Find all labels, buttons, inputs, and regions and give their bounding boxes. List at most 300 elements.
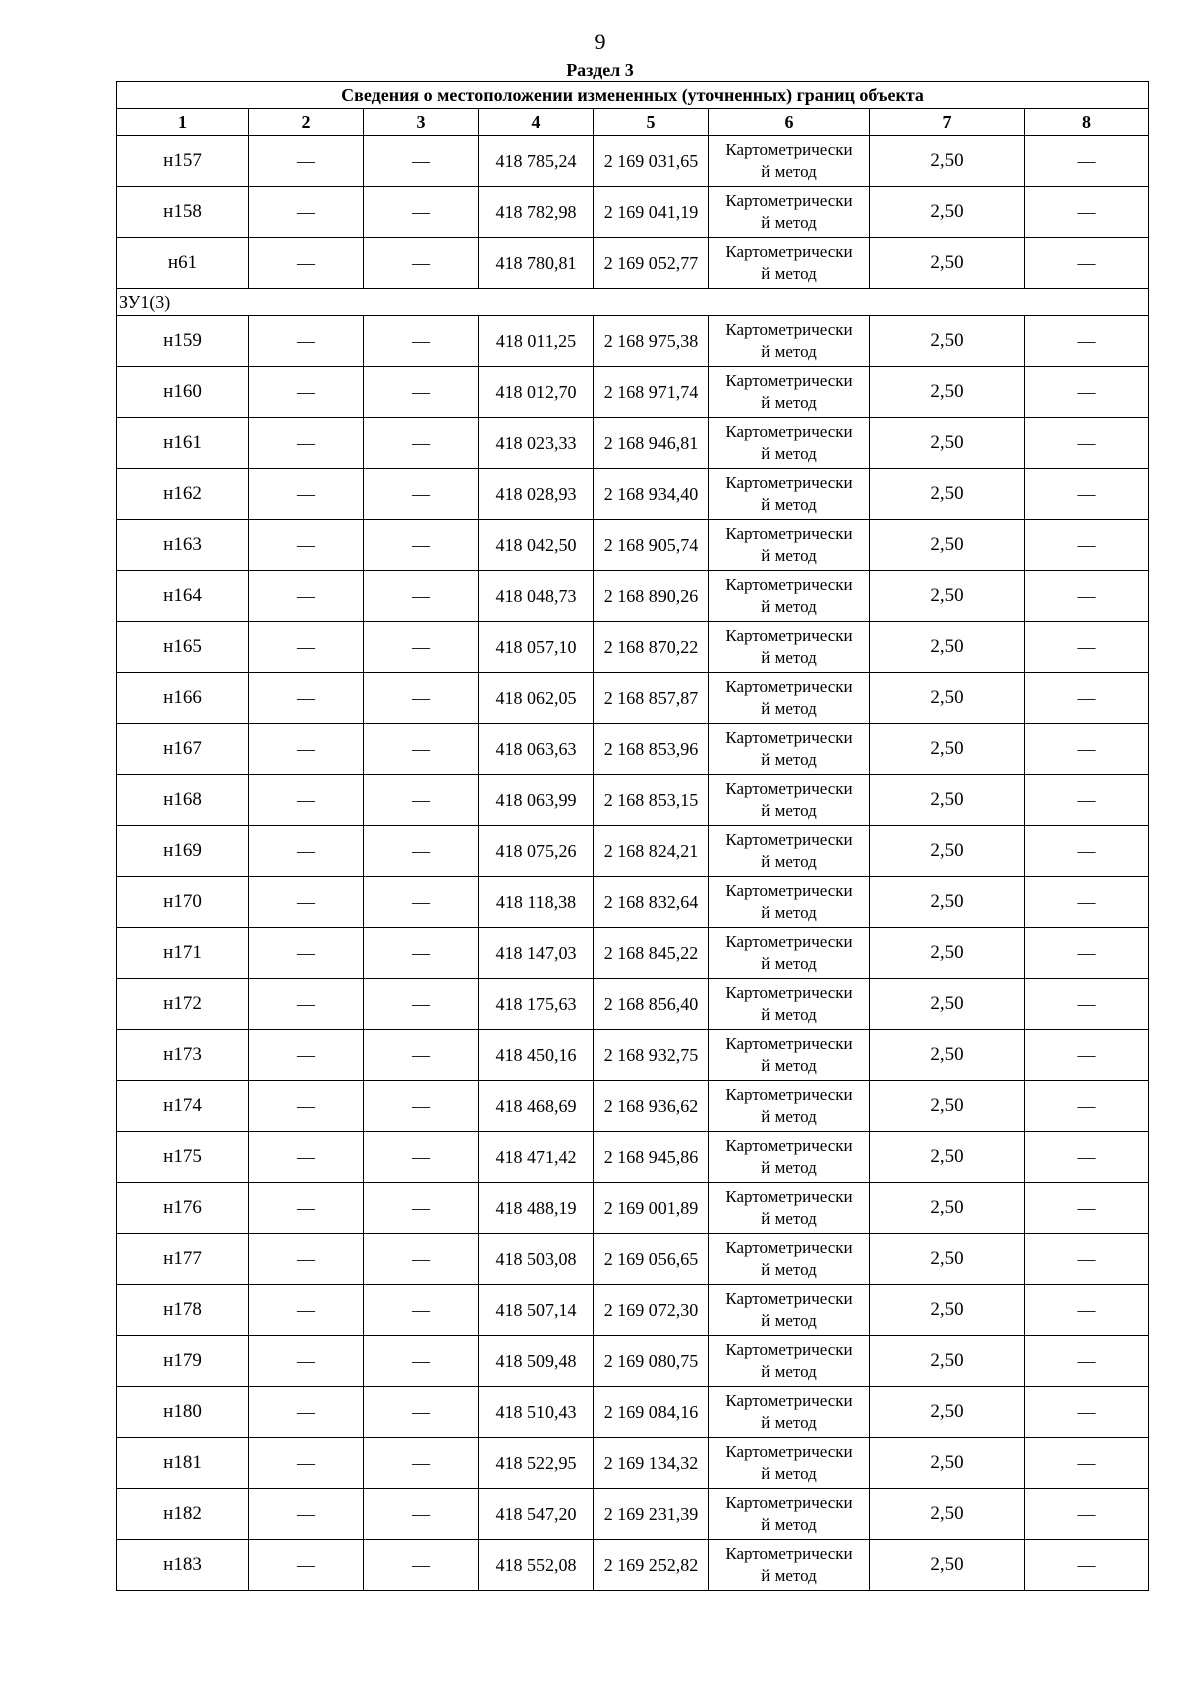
y-coordinate-cell: 2 169 252,82 bbox=[594, 1540, 709, 1591]
method-line-1: Картометрически bbox=[725, 677, 853, 696]
method-cell bbox=[709, 418, 870, 469]
method-line-2: й метод bbox=[761, 393, 817, 412]
accuracy-cell: 2,50 bbox=[870, 979, 1025, 1030]
method-cell bbox=[709, 238, 870, 289]
accuracy-cell: 2,50 bbox=[870, 673, 1025, 724]
method-line-1: Картометрически bbox=[725, 728, 853, 747]
column-8-cell: — bbox=[1025, 1081, 1149, 1132]
method-line-2: й метод bbox=[761, 1158, 817, 1177]
method-line-2: й метод bbox=[761, 699, 817, 718]
accuracy-cell: 2,50 bbox=[870, 1540, 1025, 1591]
method-line-1: Картометрически bbox=[725, 320, 853, 339]
table-row bbox=[117, 1183, 1149, 1234]
y-coordinate-cell: 2 168 832,64 bbox=[594, 877, 709, 928]
x-coordinate-cell: 418 522,95 bbox=[479, 1438, 594, 1489]
y-coordinate-cell: 2 168 856,40 bbox=[594, 979, 709, 1030]
column-8-cell: — bbox=[1025, 979, 1149, 1030]
y-coordinate-cell: 2 169 072,30 bbox=[594, 1285, 709, 1336]
column-number-row bbox=[117, 109, 1149, 136]
method-line-2: й метод bbox=[761, 162, 817, 181]
method-cell bbox=[709, 1081, 870, 1132]
column-2-cell: — bbox=[249, 367, 364, 418]
column-8-cell: — bbox=[1025, 622, 1149, 673]
method-line-2: й метод bbox=[761, 1464, 817, 1483]
column-3-cell: — bbox=[364, 1183, 479, 1234]
y-coordinate-cell: 2 168 824,21 bbox=[594, 826, 709, 877]
x-coordinate-cell: 418 782,98 bbox=[479, 187, 594, 238]
method-line-2: й метод bbox=[761, 1260, 817, 1279]
accuracy-cell: 2,50 bbox=[870, 238, 1025, 289]
column-3-cell: — bbox=[364, 724, 479, 775]
method-line-1: Картометрически bbox=[725, 932, 853, 951]
x-coordinate-cell: 418 023,33 bbox=[479, 418, 594, 469]
x-coordinate-cell: 418 057,10 bbox=[479, 622, 594, 673]
y-coordinate-cell: 2 168 853,15 bbox=[594, 775, 709, 826]
column-8-cell: — bbox=[1025, 418, 1149, 469]
method-line-2: й метод bbox=[761, 1311, 817, 1330]
column-2-cell: — bbox=[249, 520, 364, 571]
method-line-1: Картометрически bbox=[725, 830, 853, 849]
column-3-cell: — bbox=[364, 1438, 479, 1489]
column-2-cell: — bbox=[249, 826, 364, 877]
point-name-cell: н171 bbox=[117, 928, 249, 979]
method-line-1: Картометрически bbox=[725, 779, 853, 798]
y-coordinate-cell: 2 168 870,22 bbox=[594, 622, 709, 673]
column-number: 6 bbox=[709, 109, 870, 136]
method-line-1: Картометрически bbox=[725, 1544, 853, 1563]
method-line-1: Картометрически bbox=[725, 191, 853, 210]
column-2-cell: — bbox=[249, 1234, 364, 1285]
table-row bbox=[117, 316, 1149, 367]
method-line-1: Картометрически bbox=[725, 575, 853, 594]
point-name-cell: н175 bbox=[117, 1132, 249, 1183]
method-cell bbox=[709, 1336, 870, 1387]
x-coordinate-cell: 418 118,38 bbox=[479, 877, 594, 928]
column-8-cell: — bbox=[1025, 1489, 1149, 1540]
method-line-1: Картометрически bbox=[725, 1238, 853, 1257]
column-8-cell: — bbox=[1025, 367, 1149, 418]
method-line-2: й метод bbox=[761, 342, 817, 361]
method-line-1: Картометрически bbox=[725, 1340, 853, 1359]
column-8-cell: — bbox=[1025, 1183, 1149, 1234]
x-coordinate-cell: 418 488,19 bbox=[479, 1183, 594, 1234]
x-coordinate-cell: 418 028,93 bbox=[479, 469, 594, 520]
column-3-cell: — bbox=[364, 826, 479, 877]
x-coordinate-cell: 418 048,73 bbox=[479, 571, 594, 622]
column-8-cell: — bbox=[1025, 1540, 1149, 1591]
y-coordinate-cell: 2 168 890,26 bbox=[594, 571, 709, 622]
point-name-cell: н169 bbox=[117, 826, 249, 877]
column-3-cell: — bbox=[364, 418, 479, 469]
column-3-cell: — bbox=[364, 1081, 479, 1132]
method-line-2: й метод bbox=[761, 1107, 817, 1126]
column-number: 2 bbox=[249, 109, 364, 136]
method-cell bbox=[709, 826, 870, 877]
table-row bbox=[117, 1336, 1149, 1387]
table-row bbox=[117, 775, 1149, 826]
method-line-2: й метод bbox=[761, 1566, 817, 1585]
x-coordinate-cell: 418 042,50 bbox=[479, 520, 594, 571]
method-line-1: Картометрически bbox=[725, 1289, 853, 1308]
accuracy-cell: 2,50 bbox=[870, 571, 1025, 622]
method-cell bbox=[709, 1438, 870, 1489]
method-line-1: Картометрически bbox=[725, 242, 853, 261]
table-row bbox=[117, 1438, 1149, 1489]
table-row bbox=[117, 520, 1149, 571]
method-line-2: й метод bbox=[761, 1056, 817, 1075]
method-line-2: й метод bbox=[761, 264, 817, 283]
column-2-cell: — bbox=[249, 622, 364, 673]
column-2-cell: — bbox=[249, 187, 364, 238]
column-2-cell: — bbox=[249, 1336, 364, 1387]
accuracy-cell: 2,50 bbox=[870, 826, 1025, 877]
y-coordinate-cell: 2 168 975,38 bbox=[594, 316, 709, 367]
point-name-cell: н170 bbox=[117, 877, 249, 928]
x-coordinate-cell: 418 012,70 bbox=[479, 367, 594, 418]
column-2-cell: — bbox=[249, 571, 364, 622]
method-line-1: Картометрически bbox=[725, 473, 853, 492]
column-2-cell: — bbox=[249, 1489, 364, 1540]
column-number: 8 bbox=[1025, 109, 1149, 136]
method-cell bbox=[709, 877, 870, 928]
x-coordinate-cell: 418 450,16 bbox=[479, 1030, 594, 1081]
column-number: 5 bbox=[594, 109, 709, 136]
column-3-cell: — bbox=[364, 1336, 479, 1387]
column-number: 7 bbox=[870, 109, 1025, 136]
method-line-2: й метод bbox=[761, 1209, 817, 1228]
table-row bbox=[117, 1540, 1149, 1591]
column-3-cell: — bbox=[364, 1387, 479, 1438]
method-line-2: й метод bbox=[761, 648, 817, 667]
point-name-cell: н166 bbox=[117, 673, 249, 724]
method-line-2: й метод bbox=[761, 213, 817, 232]
column-number: 1 bbox=[117, 109, 249, 136]
column-8-cell: — bbox=[1025, 136, 1149, 187]
accuracy-cell: 2,50 bbox=[870, 1132, 1025, 1183]
method-line-2: й метод bbox=[761, 750, 817, 769]
point-name-cell: н168 bbox=[117, 775, 249, 826]
column-3-cell: — bbox=[364, 1234, 479, 1285]
method-line-1: Картометрически bbox=[725, 1187, 853, 1206]
method-line-1: Картометрически bbox=[725, 1493, 853, 1512]
column-3-cell: — bbox=[364, 1030, 479, 1081]
y-coordinate-cell: 2 168 934,40 bbox=[594, 469, 709, 520]
method-cell bbox=[709, 187, 870, 238]
table-row bbox=[117, 979, 1149, 1030]
point-name-cell: н172 bbox=[117, 979, 249, 1030]
table-row bbox=[117, 673, 1149, 724]
column-3-cell: — bbox=[364, 571, 479, 622]
x-coordinate-cell: 418 507,14 bbox=[479, 1285, 594, 1336]
method-line-1: Картометрически bbox=[725, 983, 853, 1002]
column-8-cell: — bbox=[1025, 187, 1149, 238]
x-coordinate-cell: 418 510,43 bbox=[479, 1387, 594, 1438]
table-caption: Сведения о местоположении измененных (уточненных) границ объекта bbox=[117, 82, 1149, 109]
accuracy-cell: 2,50 bbox=[870, 469, 1025, 520]
column-2-cell: — bbox=[249, 1285, 364, 1336]
column-2-cell: — bbox=[249, 469, 364, 520]
method-cell bbox=[709, 1183, 870, 1234]
accuracy-cell: 2,50 bbox=[870, 1285, 1025, 1336]
accuracy-cell: 2,50 bbox=[870, 724, 1025, 775]
column-2-cell: — bbox=[249, 1540, 364, 1591]
boundary-coordinates-table bbox=[116, 81, 1149, 1591]
table-row bbox=[117, 1081, 1149, 1132]
column-2-cell: — bbox=[249, 775, 364, 826]
y-coordinate-cell: 2 168 905,74 bbox=[594, 520, 709, 571]
point-name-cell: н157 bbox=[117, 136, 249, 187]
point-name-cell: н178 bbox=[117, 1285, 249, 1336]
y-coordinate-cell: 2 169 084,16 bbox=[594, 1387, 709, 1438]
point-name-cell: н176 bbox=[117, 1183, 249, 1234]
method-cell bbox=[709, 316, 870, 367]
y-coordinate-cell: 2 168 853,96 bbox=[594, 724, 709, 775]
table-row bbox=[117, 724, 1149, 775]
method-cell bbox=[709, 520, 870, 571]
section-title: Раздел 3 bbox=[566, 60, 634, 80]
y-coordinate-cell: 2 169 080,75 bbox=[594, 1336, 709, 1387]
column-3-cell: — bbox=[364, 238, 479, 289]
column-2-cell: — bbox=[249, 418, 364, 469]
method-line-2: й метод bbox=[761, 1413, 817, 1432]
method-cell bbox=[709, 367, 870, 418]
y-coordinate-cell: 2 169 041,19 bbox=[594, 187, 709, 238]
column-3-cell: — bbox=[364, 673, 479, 724]
x-coordinate-cell: 418 547,20 bbox=[479, 1489, 594, 1540]
x-coordinate-cell: 418 147,03 bbox=[479, 928, 594, 979]
table-row bbox=[117, 367, 1149, 418]
column-2-cell: — bbox=[249, 673, 364, 724]
point-name-cell: н165 bbox=[117, 622, 249, 673]
point-name-cell: н177 bbox=[117, 1234, 249, 1285]
column-8-cell: — bbox=[1025, 1234, 1149, 1285]
column-8-cell: — bbox=[1025, 1030, 1149, 1081]
method-line-1: Картометрически bbox=[725, 1391, 853, 1410]
column-8-cell: — bbox=[1025, 520, 1149, 571]
y-coordinate-cell: 2 169 001,89 bbox=[594, 1183, 709, 1234]
method-line-1: Картометрически bbox=[725, 371, 853, 390]
accuracy-cell: 2,50 bbox=[870, 1030, 1025, 1081]
x-coordinate-cell: 418 471,42 bbox=[479, 1132, 594, 1183]
method-line-1: Картометрически bbox=[725, 524, 853, 543]
method-line-2: й метод bbox=[761, 852, 817, 871]
column-3-cell: — bbox=[364, 775, 479, 826]
column-3-cell: — bbox=[364, 187, 479, 238]
column-number: 3 bbox=[364, 109, 479, 136]
column-2-cell: — bbox=[249, 877, 364, 928]
y-coordinate-cell: 2 169 031,65 bbox=[594, 136, 709, 187]
accuracy-cell: 2,50 bbox=[870, 187, 1025, 238]
x-coordinate-cell: 418 785,24 bbox=[479, 136, 594, 187]
column-2-cell: — bbox=[249, 928, 364, 979]
column-2-cell: — bbox=[249, 316, 364, 367]
method-cell bbox=[709, 1132, 870, 1183]
accuracy-cell: 2,50 bbox=[870, 877, 1025, 928]
method-line-1: Картометрически bbox=[725, 422, 853, 441]
y-coordinate-cell: 2 168 857,87 bbox=[594, 673, 709, 724]
x-coordinate-cell: 418 509,48 bbox=[479, 1336, 594, 1387]
point-name-cell: н179 bbox=[117, 1336, 249, 1387]
group-label: ЗУ1(3) bbox=[117, 289, 1149, 316]
y-coordinate-cell: 2 168 946,81 bbox=[594, 418, 709, 469]
y-coordinate-cell: 2 168 845,22 bbox=[594, 928, 709, 979]
point-name-cell: н160 bbox=[117, 367, 249, 418]
table-row bbox=[117, 238, 1149, 289]
point-name-cell: н181 bbox=[117, 1438, 249, 1489]
column-2-cell: — bbox=[249, 1183, 364, 1234]
x-coordinate-cell: 418 552,08 bbox=[479, 1540, 594, 1591]
column-2-cell: — bbox=[249, 136, 364, 187]
column-8-cell: — bbox=[1025, 877, 1149, 928]
accuracy-cell: 2,50 bbox=[870, 1336, 1025, 1387]
column-8-cell: — bbox=[1025, 673, 1149, 724]
point-name-cell: н180 bbox=[117, 1387, 249, 1438]
method-cell bbox=[709, 1489, 870, 1540]
column-3-cell: — bbox=[364, 1132, 479, 1183]
y-coordinate-cell: 2 168 932,75 bbox=[594, 1030, 709, 1081]
method-cell bbox=[709, 1285, 870, 1336]
accuracy-cell: 2,50 bbox=[870, 136, 1025, 187]
column-8-cell: — bbox=[1025, 724, 1149, 775]
column-8-cell: — bbox=[1025, 1336, 1149, 1387]
column-2-cell: — bbox=[249, 238, 364, 289]
column-3-cell: — bbox=[364, 316, 479, 367]
x-coordinate-cell: 418 062,05 bbox=[479, 673, 594, 724]
point-name-cell: н161 bbox=[117, 418, 249, 469]
point-name-cell: н164 bbox=[117, 571, 249, 622]
group-row bbox=[117, 289, 1149, 316]
table-row bbox=[117, 1489, 1149, 1540]
method-line-2: й метод bbox=[761, 444, 817, 463]
table-row bbox=[117, 469, 1149, 520]
table-row bbox=[117, 136, 1149, 187]
accuracy-cell: 2,50 bbox=[870, 775, 1025, 826]
method-line-2: й метод bbox=[761, 597, 817, 616]
point-name-cell: н167 bbox=[117, 724, 249, 775]
column-3-cell: — bbox=[364, 1540, 479, 1591]
column-3-cell: — bbox=[364, 469, 479, 520]
x-coordinate-cell: 418 468,69 bbox=[479, 1081, 594, 1132]
accuracy-cell: 2,50 bbox=[870, 1438, 1025, 1489]
column-8-cell: — bbox=[1025, 826, 1149, 877]
y-coordinate-cell: 2 168 971,74 bbox=[594, 367, 709, 418]
column-3-cell: — bbox=[364, 136, 479, 187]
method-cell bbox=[709, 724, 870, 775]
column-3-cell: — bbox=[364, 979, 479, 1030]
column-2-cell: — bbox=[249, 724, 364, 775]
point-name-cell: н159 bbox=[117, 316, 249, 367]
method-line-2: й метод bbox=[761, 1515, 817, 1534]
method-line-2: й метод bbox=[761, 1362, 817, 1381]
table-row bbox=[117, 571, 1149, 622]
point-name-cell: н162 bbox=[117, 469, 249, 520]
column-2-cell: — bbox=[249, 1132, 364, 1183]
column-3-cell: — bbox=[364, 1489, 479, 1540]
column-3-cell: — bbox=[364, 367, 479, 418]
column-3-cell: — bbox=[364, 1285, 479, 1336]
method-line-2: й метод bbox=[761, 495, 817, 514]
column-8-cell: — bbox=[1025, 775, 1149, 826]
column-3-cell: — bbox=[364, 877, 479, 928]
table-row bbox=[117, 1285, 1149, 1336]
y-coordinate-cell: 2 169 052,77 bbox=[594, 238, 709, 289]
column-8-cell: — bbox=[1025, 1285, 1149, 1336]
column-2-cell: — bbox=[249, 1438, 364, 1489]
table-row bbox=[117, 418, 1149, 469]
column-number: 4 bbox=[479, 109, 594, 136]
column-3-cell: — bbox=[364, 622, 479, 673]
method-line-2: й метод bbox=[761, 954, 817, 973]
y-coordinate-cell: 2 169 231,39 bbox=[594, 1489, 709, 1540]
x-coordinate-cell: 418 503,08 bbox=[479, 1234, 594, 1285]
column-8-cell: — bbox=[1025, 1438, 1149, 1489]
accuracy-cell: 2,50 bbox=[870, 622, 1025, 673]
x-coordinate-cell: 418 011,25 bbox=[479, 316, 594, 367]
table-row bbox=[117, 1387, 1149, 1438]
method-line-2: й метод bbox=[761, 903, 817, 922]
column-8-cell: — bbox=[1025, 469, 1149, 520]
y-coordinate-cell: 2 169 134,32 bbox=[594, 1438, 709, 1489]
table-row bbox=[117, 187, 1149, 238]
method-line-1: Картометрически bbox=[725, 140, 853, 159]
table-row bbox=[117, 622, 1149, 673]
x-coordinate-cell: 418 780,81 bbox=[479, 238, 594, 289]
method-cell bbox=[709, 775, 870, 826]
method-line-1: Картометрически bbox=[725, 1442, 853, 1461]
accuracy-cell: 2,50 bbox=[870, 1387, 1025, 1438]
y-coordinate-cell: 2 169 056,65 bbox=[594, 1234, 709, 1285]
point-name-cell: н174 bbox=[117, 1081, 249, 1132]
method-line-1: Картометрически bbox=[725, 1034, 853, 1053]
method-cell bbox=[709, 622, 870, 673]
accuracy-cell: 2,50 bbox=[870, 1183, 1025, 1234]
accuracy-cell: 2,50 bbox=[870, 367, 1025, 418]
column-2-cell: — bbox=[249, 1081, 364, 1132]
table-row bbox=[117, 1234, 1149, 1285]
method-cell bbox=[709, 1030, 870, 1081]
point-name-cell: н158 bbox=[117, 187, 249, 238]
column-8-cell: — bbox=[1025, 238, 1149, 289]
accuracy-cell: 2,50 bbox=[870, 418, 1025, 469]
method-cell bbox=[709, 571, 870, 622]
method-cell bbox=[709, 136, 870, 187]
table-body bbox=[117, 136, 1149, 1591]
column-2-cell: — bbox=[249, 1030, 364, 1081]
x-coordinate-cell: 418 175,63 bbox=[479, 979, 594, 1030]
table-row bbox=[117, 877, 1149, 928]
accuracy-cell: 2,50 bbox=[870, 1081, 1025, 1132]
point-name-cell: н182 bbox=[117, 1489, 249, 1540]
method-cell bbox=[709, 1540, 870, 1591]
x-coordinate-cell: 418 075,26 bbox=[479, 826, 594, 877]
point-name-cell: н163 bbox=[117, 520, 249, 571]
accuracy-cell: 2,50 bbox=[870, 520, 1025, 571]
column-8-cell: — bbox=[1025, 316, 1149, 367]
accuracy-cell: 2,50 bbox=[870, 1234, 1025, 1285]
column-3-cell: — bbox=[364, 520, 479, 571]
method-cell bbox=[709, 928, 870, 979]
column-8-cell: — bbox=[1025, 928, 1149, 979]
page-number: 9 bbox=[594, 29, 606, 54]
accuracy-cell: 2,50 bbox=[870, 316, 1025, 367]
column-2-cell: — bbox=[249, 1387, 364, 1438]
method-line-2: й метод bbox=[761, 1005, 817, 1024]
table-row bbox=[117, 1030, 1149, 1081]
method-line-1: Картометрически bbox=[725, 881, 853, 900]
point-name-cell: н183 bbox=[117, 1540, 249, 1591]
table-row bbox=[117, 826, 1149, 877]
method-line-2: й метод bbox=[761, 546, 817, 565]
